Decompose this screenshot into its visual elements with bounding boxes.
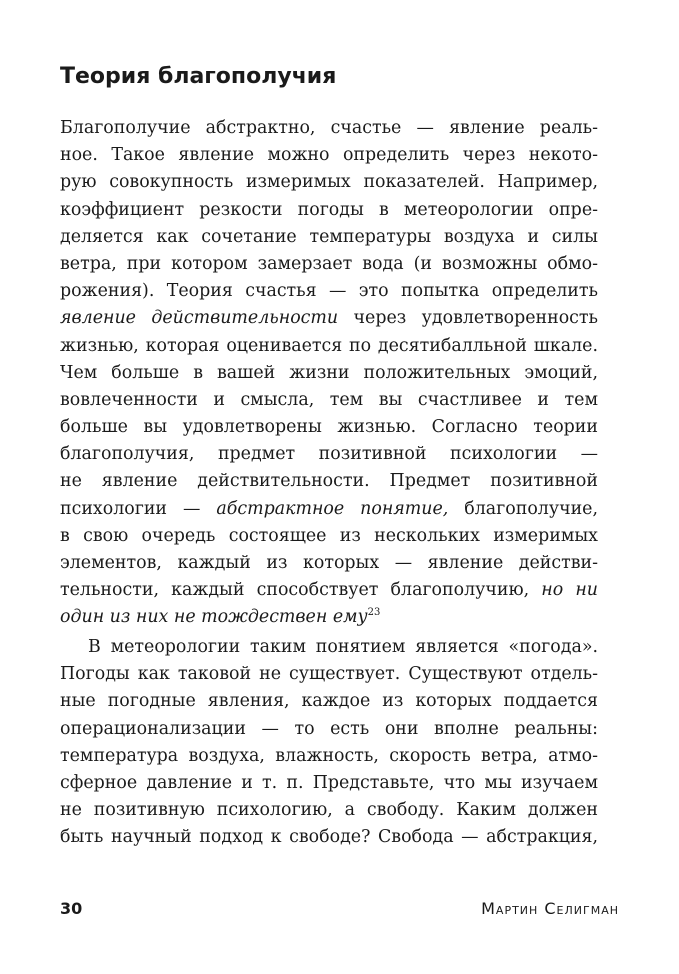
text-line: быть научный подход к свободе? Свобода — абстракция, xyxy=(60,827,598,848)
text-line: больше вы удовлетворены жизнью. Согласно теории xyxy=(60,417,598,438)
section-heading: Теория благополучия xyxy=(60,64,337,89)
text-line: деляется как сочетание температуры воздуха и силы xyxy=(60,226,598,247)
text-line: ные погодные явления, каждое из которых поддается xyxy=(60,691,598,712)
text-line: жизнью, которая оценивается по десятибалльной шкале. xyxy=(60,335,598,356)
text-fragment: тельности, каждый способствует благополучию, xyxy=(60,580,542,601)
text-fragment: благополучие, xyxy=(448,498,598,519)
text-fragment: через удовлетворенность xyxy=(338,308,598,329)
text-line: благополучия, предмет позитивной психологии — xyxy=(60,444,598,465)
text-line: Чем больше в вашей жизни положительных эмоций, xyxy=(60,362,598,383)
text-line: температура воздуха, влажность, скорость ветра, атмо- xyxy=(60,745,598,766)
text-line: операционализации — то есть они вполне реальны: xyxy=(60,718,598,739)
text-line: в свою очередь состоящее из нескольких измеримых xyxy=(60,525,598,546)
text-line: сферное давление и т. п. Представьте, что мы изучаем xyxy=(60,772,598,793)
text-line: не позитивную психологию, а свободу. Каким должен xyxy=(60,800,598,821)
text-line: ветра, при котором замерзает вода (и возможны обмо- xyxy=(60,253,598,274)
text-line xyxy=(60,604,598,631)
paragraph-2 xyxy=(60,634,598,852)
italic-phrase: но ни xyxy=(541,580,598,601)
text-line: не явление действительности. Предмет позитивной xyxy=(60,471,598,492)
text-line xyxy=(60,577,598,604)
text-line: элементов, каждый из которых — явление действи- xyxy=(60,553,598,573)
text-line xyxy=(60,305,598,332)
footnote-marker[interactable]: 23 xyxy=(367,607,381,619)
running-footer-author: Мартин Селигман xyxy=(481,899,619,918)
text-fragment: психологии — xyxy=(60,498,217,519)
italic-phrase: один из них не тождествен ему xyxy=(60,607,368,628)
text-line: рожения). Теория счастья — это попытка определить xyxy=(60,281,598,302)
text-line: Благополучие абстрактно, счастье — явление реаль- xyxy=(60,118,598,138)
text-line xyxy=(60,496,598,523)
text-line: В метеорологии таким понятием является «погода». xyxy=(88,637,598,657)
text-line: ное. Такое явление можно определить через некото- xyxy=(60,145,598,166)
text-line: вовлеченности и смысла, тем вы счастливее и тем xyxy=(60,389,598,410)
text-line: Погоды как таковой не существует. Существуют отдель- xyxy=(60,664,598,685)
page-number: 30 xyxy=(60,899,83,918)
text-line: коэффициент резкости погоды в метеорологии опре- xyxy=(60,199,598,220)
italic-phrase: абстрактное понятие, xyxy=(216,498,449,519)
text-line: рую совокупность измеримых показателей. Например, xyxy=(60,172,598,193)
italic-phrase: явление действительности xyxy=(60,308,339,329)
paragraph-1 xyxy=(60,115,598,632)
